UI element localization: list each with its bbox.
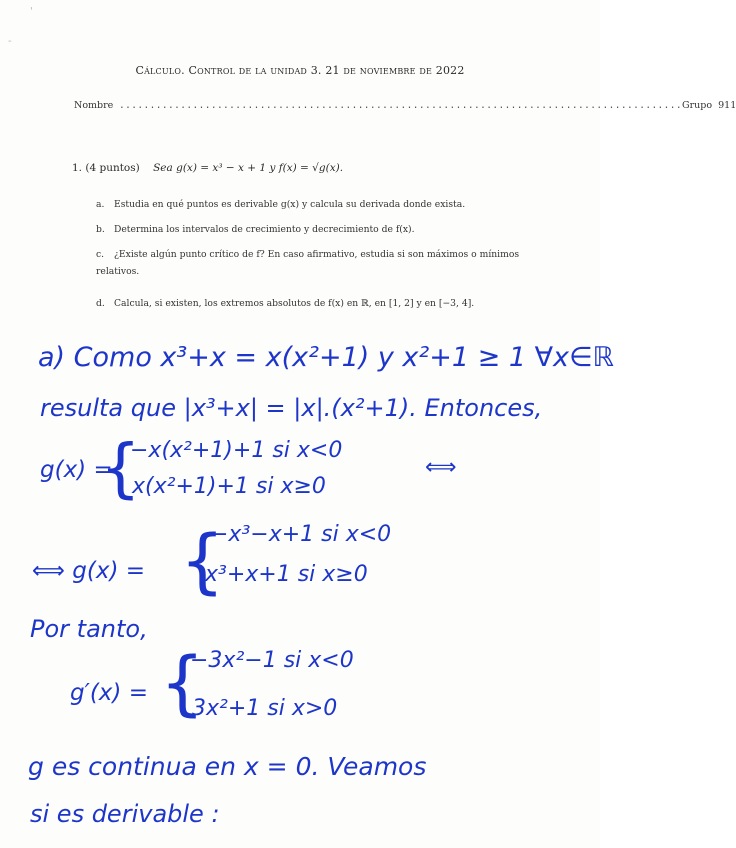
- iff-g-label: ⟺ g(x) =: [32, 558, 146, 584]
- corner-mark: -: [8, 36, 12, 47]
- gprime-case: −3x²−1 si x<0: [190, 648, 354, 673]
- corner-mark: ': [30, 6, 33, 17]
- answer-line: resulta que |x³+x| = |x|.(x²+1). Entonces,: [40, 394, 543, 422]
- question-number: 1. (4 puntos): [72, 162, 140, 174]
- g2-case: x³+x+1 si x≥0: [205, 562, 368, 587]
- name-group-line: [74, 100, 736, 111]
- name-label: Nombre: [74, 100, 114, 111]
- part-text: Determina los intervalos de crecimiento y decrecimiento de f(x).: [114, 224, 415, 235]
- name-dots: ...................................: [406, 100, 621, 111]
- part-text: ¿Existe algún punto crítico de f? En caso afirmativo, estudia si son máximos o mínimos relativos.: [96, 249, 520, 277]
- question-statement: Sea g(x) = x³ − x + 1 y f(x) = √g(x).: [153, 162, 344, 174]
- answer-line: Por tanto,: [30, 615, 148, 643]
- part-tag: b.: [96, 224, 105, 235]
- name-dots: ...............................................: [119, 100, 407, 111]
- answer-line: g es continua en x = 0. Veamos: [28, 752, 427, 781]
- part-tag: d.: [96, 298, 105, 309]
- question-part-c: [96, 246, 561, 280]
- part-text: Estudia en qué puntos es derivable g(x) y calcula su derivada donde exista.: [114, 199, 466, 210]
- question-part-d: [96, 295, 561, 312]
- brace-icon: {: [180, 520, 225, 602]
- name-dots: ..........: [620, 100, 683, 111]
- g2-case: −x³−x+1 si x<0: [210, 522, 392, 547]
- gprime-case: 3x²+1 si x>0: [192, 696, 338, 721]
- answer-line: a) Como x³+x = x(x²+1) y x²+1 ≥ 1 ∀x∈ℝ: [38, 342, 614, 373]
- g-label: g(x) =: [40, 457, 113, 483]
- brace-icon: {: [160, 642, 205, 724]
- group-value: 911: [718, 100, 736, 111]
- question-header: [72, 162, 343, 174]
- group-label: Grupo: [682, 100, 713, 111]
- g-case: −x(x²+1)+1 si x<0: [130, 438, 343, 463]
- answer-line: si es derivable :: [30, 800, 220, 828]
- part-text: Calcula, si existen, los extremos absolutos de f(x) en ℝ, en [1, 2] y en [−3, 4].: [114, 298, 475, 309]
- g-case: x(x²+1)+1 si x≥0: [132, 474, 326, 499]
- question-part-b: [96, 221, 561, 238]
- question-part-a: [96, 196, 561, 213]
- gprime-label: g′(x) =: [70, 680, 148, 706]
- part-tag: a.: [96, 199, 105, 210]
- exam-title: Cálculo. Control de la unidad 3. 21 de noviembre de 2022: [135, 64, 465, 77]
- part-tag: c.: [96, 249, 105, 260]
- brace-icon: {: [100, 432, 141, 506]
- iff-symbol: ⟺: [425, 455, 457, 480]
